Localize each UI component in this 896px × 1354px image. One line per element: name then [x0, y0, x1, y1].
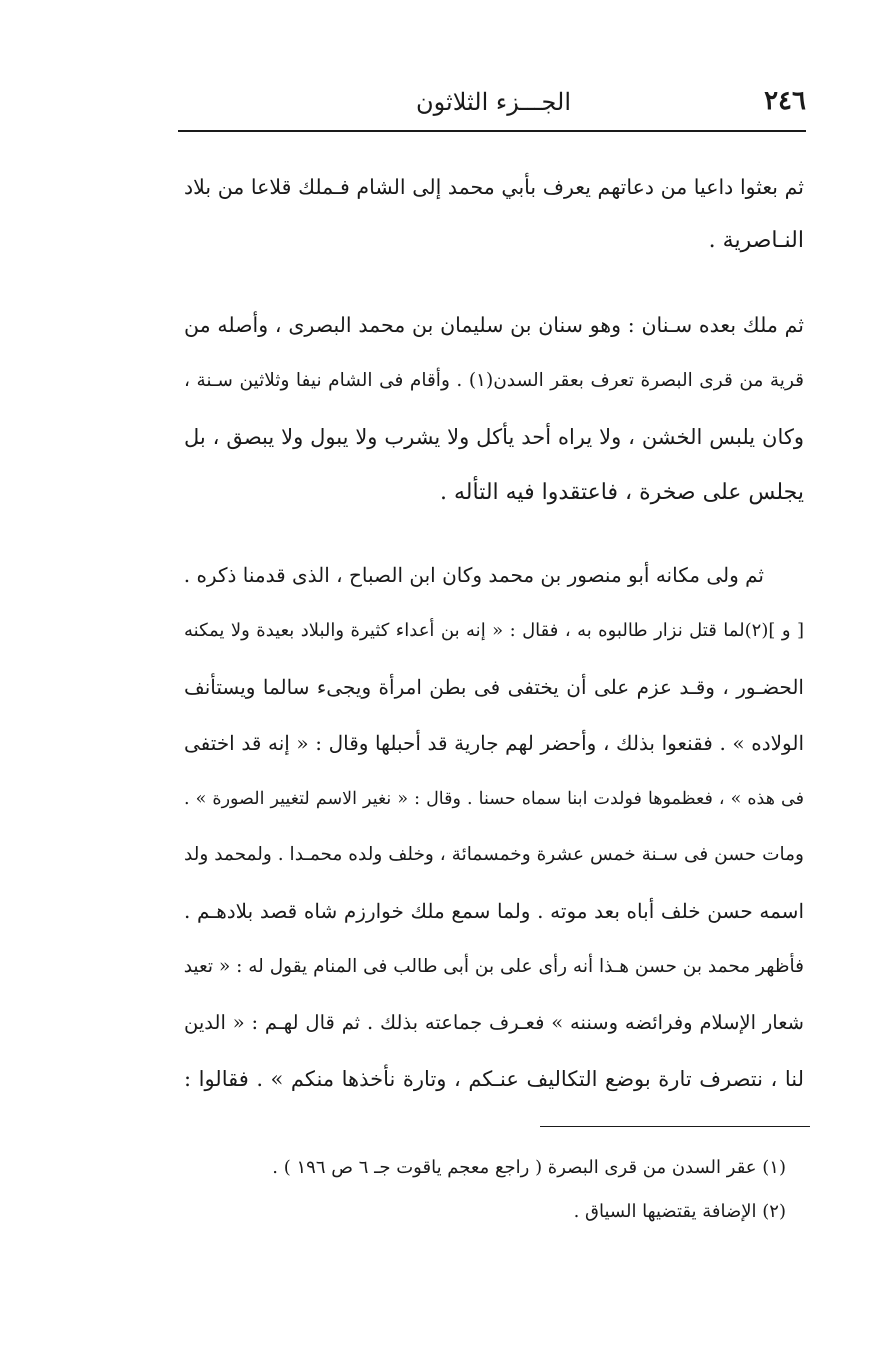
text-line: يجلس على صخرة ، فاعتقدوا فيه التأله .	[440, 480, 804, 505]
text-line: اسمه حسن خلف أباه بعد موته . ولما سمع ملك خوارزم شاه قصد بلادهـم .	[184, 899, 804, 923]
text-line: ثم بعثوا داعيا من دعاتهم يعرف بأبي محمد إلى الشام فـملك قلاعا من بلاد	[184, 175, 804, 199]
text-line: ومات حسن فى سـنة خمس عشرة وخمسمائة ، وخلف ولده محمـدا . ولمحمد ولد	[184, 844, 804, 865]
text-line: الولاده » . فقنعوا بذلك ، وأحضر لهم جارية قد أحبلها وقال : « إنه قد اختفى	[184, 731, 804, 755]
header-rule	[178, 130, 806, 132]
text-line: ثم ملك بعده سـنان : وهو سنان بن سليمان بن محمد البصرى ، وأصله من	[184, 313, 804, 337]
text-line: فأظهر محمد بن حسن هـذا أنه رأى على بن أبى طالب فى المنام يقول له : « تعيد	[183, 956, 804, 977]
text-line: شعار الإسلام وفرائضه وسننه » فعـرف جماعته بذلك . ثم قال لهـم : « الدين	[184, 1011, 804, 1034]
text-line: النـاصرية .	[708, 228, 804, 253]
text-line: [ و ](٢)لما قتل نزار طالبوه به ، فقال : « إنه بن أعداء كثيرة والبلاد بعيدة ولا يمكنه	[184, 620, 804, 641]
text-line: فى هذه » ، فعظموها فولدت ابنا سماه حسنا . وقال : « نغير الاسم لتغيير الصورة » .	[184, 789, 804, 809]
page-header	[178, 82, 806, 126]
text-line: وكان يلبس الخشن ، ولا يراه أحد يأكل ولا يشرب ولا يبول ولا يبصق ، بل	[184, 425, 804, 449]
text-line: ثم ولى مكانه أبو منصور بن محمد وكان ابن الصباح ، الذى قدمنا ذكره .	[183, 563, 764, 587]
footnote-1: (١) عقر السدن من قرى البصرة ( راجع معجم ياقوت جـ ٦ ص ١٩٦ ) .	[272, 1157, 786, 1178]
text-line: لنا ، نتصرف تارة بوضع التكاليف عنـكم ، وتارة نأخذها منكم » . فقالوا :	[184, 1067, 804, 1091]
running-title: الجـــزء الثلاثون	[416, 88, 571, 116]
text-line: الحضـور ، وقـد عزم على أن يختفى فى بطن امرأة ويجىء سالما ويستأنف	[184, 675, 804, 699]
text-line: قرية من قرى البصرة تعرف بعقر السدن(١) . وأقام فى الشام نيفا وثلاثين سـنة ،	[184, 370, 805, 391]
page-number: ٢٤٦	[764, 86, 806, 116]
footnote-2: (٢) الإضافة يقتضيها السياق .	[573, 1201, 786, 1222]
footnote-rule	[540, 1126, 810, 1127]
